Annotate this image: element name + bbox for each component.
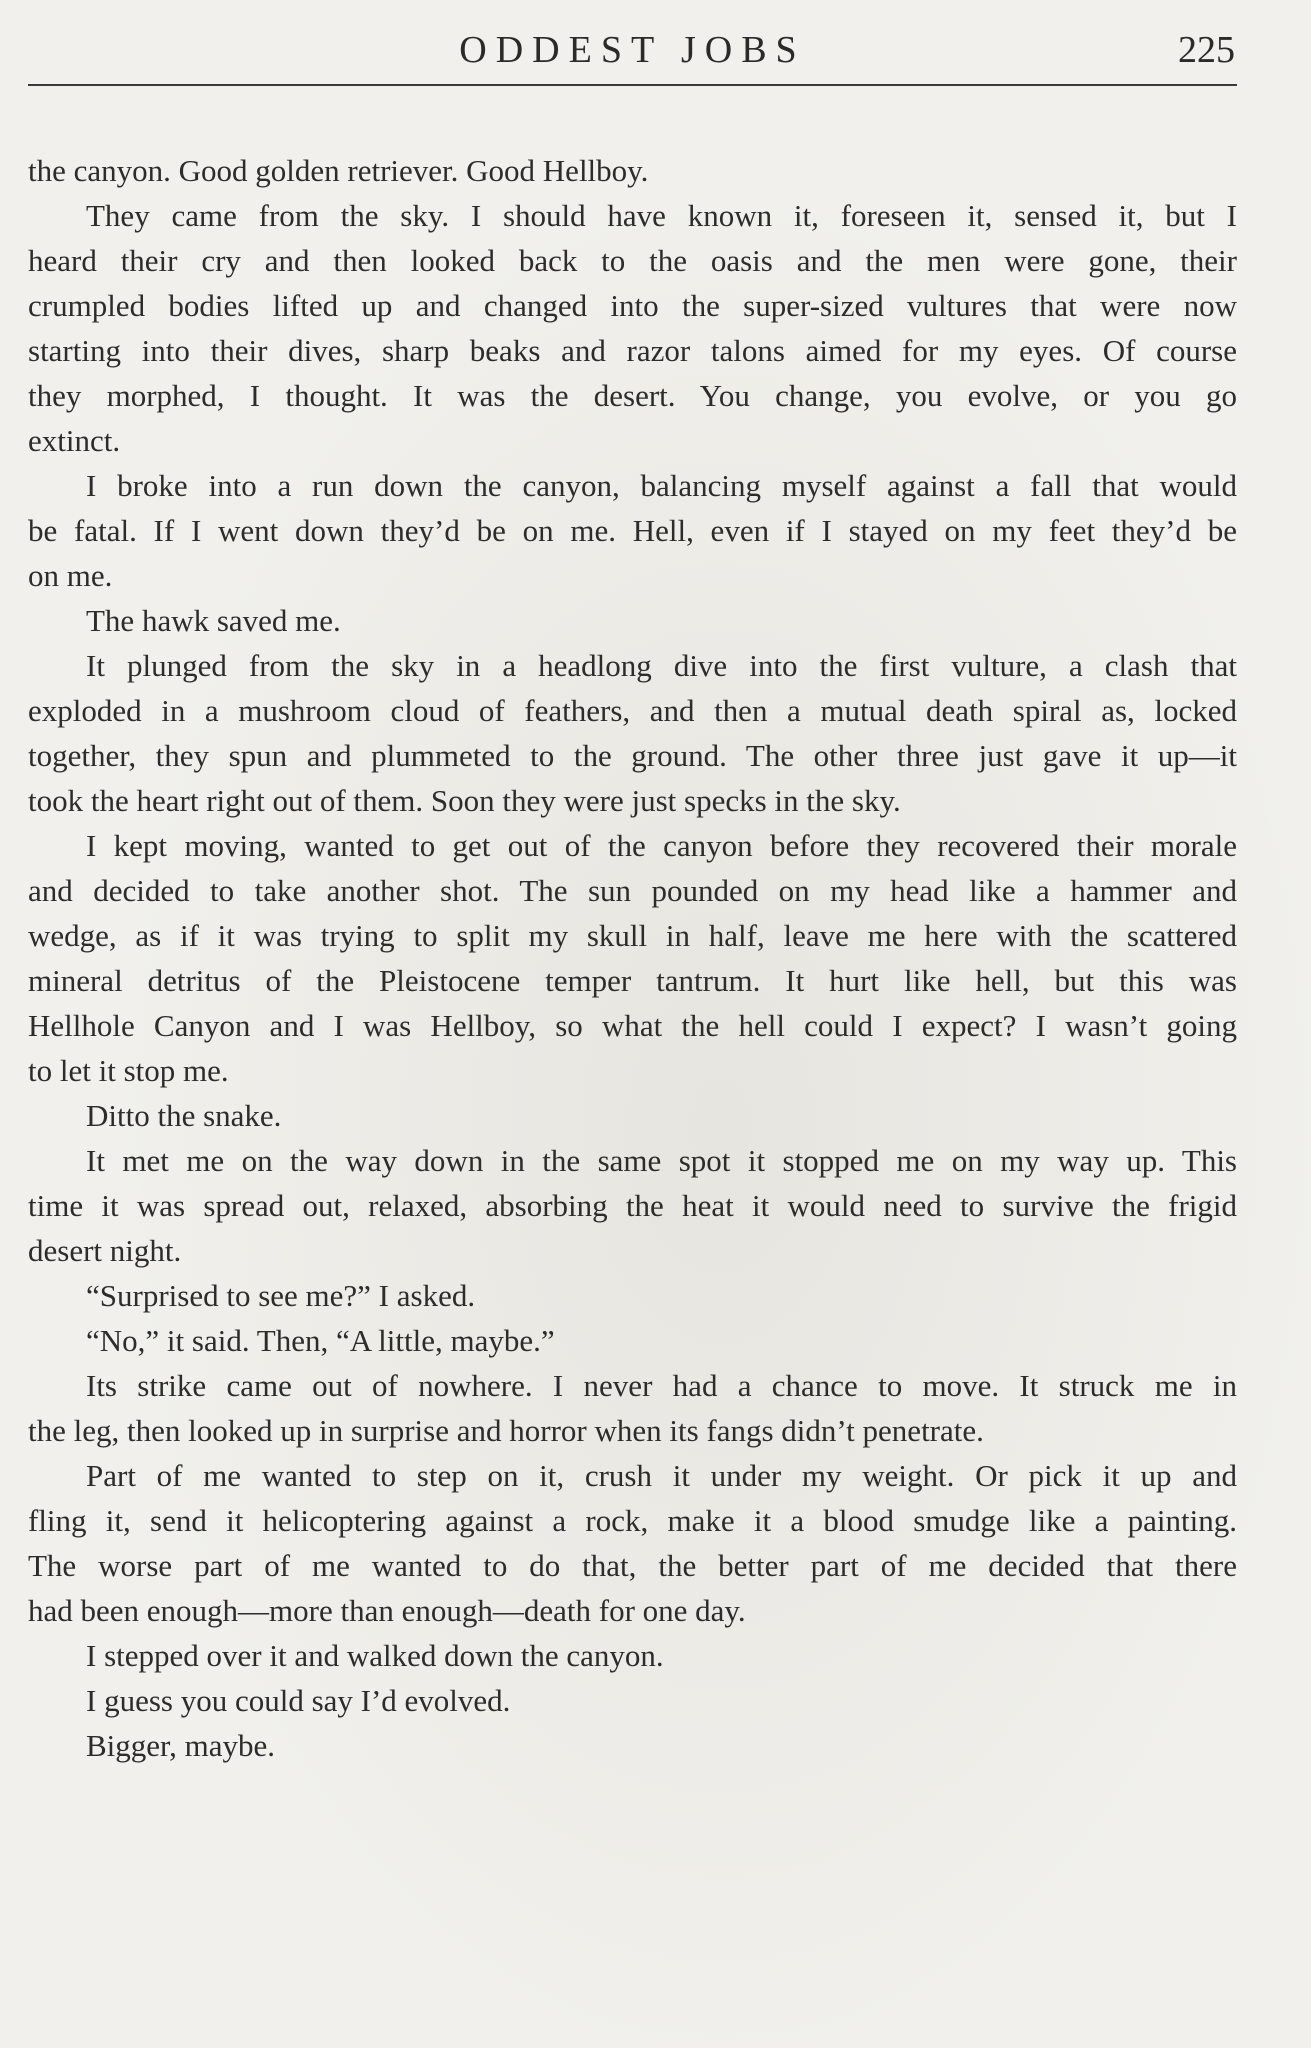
text-line: They came from the sky. I should have known it, foreseen it, sensed it, but I	[86, 198, 1237, 233]
text-line: Its strike came out of nowhere. I never had a chance to move. It struck me in	[86, 1368, 1237, 1403]
text-line: I guess you could say I’d evolved.	[86, 1683, 511, 1718]
text-line: took the heart right out of them. Soon they were just specks in the sky.	[28, 783, 901, 818]
text-line: extinct.	[28, 423, 121, 458]
text-line: The hawk saved me.	[86, 603, 341, 638]
text-line: crumpled bodies lifted up and changed into the super-sized vultures that were now	[28, 288, 1237, 323]
text-line: on me.	[28, 558, 113, 593]
text-line: wedge, as if it was trying to split my skull in half, leave me here with the scattered	[28, 918, 1237, 953]
text-line: and decided to take another shot. The sun pounded on my head like a hammer and	[28, 873, 1237, 908]
text-line: fling it, send it helicoptering against a rock, make it a blood smudge like a painting.	[28, 1503, 1237, 1538]
text-line: heard their cry and then looked back to the oasis and the men were gone, their	[28, 243, 1237, 278]
body-text	[28, 148, 1237, 1768]
text-line: desert night.	[28, 1233, 182, 1268]
text-line: “No,” it said. Then, “A little, maybe.”	[86, 1323, 555, 1358]
text-line: I stepped over it and walked down the canyon.	[86, 1638, 664, 1673]
text-line: I broke into a run down the canyon, balancing myself against a fall that would	[86, 468, 1237, 503]
header-rule	[28, 84, 1237, 86]
text-line: Part of me wanted to step on it, crush it under my weight. Or pick it up and	[86, 1458, 1237, 1493]
text-line: the leg, then looked up in surprise and horror when its fangs didn’t penetrate.	[28, 1413, 984, 1448]
text-line: The worse part of me wanted to do that, the better part of me decided that there	[28, 1548, 1237, 1583]
text-line: mineral detritus of the Pleistocene temper tantrum. It hurt like hell, but this was	[28, 963, 1237, 998]
page-number: 225	[1178, 29, 1235, 71]
text-line: starting into their dives, sharp beaks and razor talons aimed for my eyes. Of course	[28, 333, 1237, 368]
text-line: to let it stop me.	[28, 1053, 229, 1088]
text-line: together, they spun and plummeted to the ground. The other three just gave it up—it	[28, 738, 1237, 773]
text-line: time it was spread out, relaxed, absorbing the heat it would need to survive the frigid	[28, 1188, 1237, 1223]
text-line: Hellhole Canyon and I was Hellboy, so what the hell could I expect? I wasn’t going	[28, 1008, 1237, 1043]
text-line: “Surprised to see me?” I asked.	[86, 1278, 476, 1313]
page-header	[28, 22, 1237, 86]
text-line: be fatal. If I went down they’d be on me. Hell, even if I stayed on my feet they’d be	[28, 513, 1237, 548]
running-head: ODDEST JOBS	[459, 29, 806, 71]
text-line: Bigger, maybe.	[86, 1728, 276, 1763]
text-line: had been enough—more than enough—death for one day.	[28, 1593, 746, 1628]
text-line: the canyon. Good golden retriever. Good Hellboy.	[28, 153, 649, 188]
text-line: exploded in a mushroom cloud of feathers, and then a mutual death spiral as, locked	[28, 693, 1237, 728]
text-line: Ditto the snake.	[86, 1098, 282, 1133]
text-line: I kept moving, wanted to get out of the canyon before they recovered their morale	[86, 828, 1237, 863]
text-line: they morphed, I thought. It was the desert. You change, you evolve, or you go	[28, 378, 1237, 413]
text-line: It plunged from the sky in a headlong dive into the first vulture, a clash that	[86, 648, 1237, 683]
text-line: It met me on the way down in the same spot it stopped me on my way up. This	[86, 1143, 1237, 1178]
